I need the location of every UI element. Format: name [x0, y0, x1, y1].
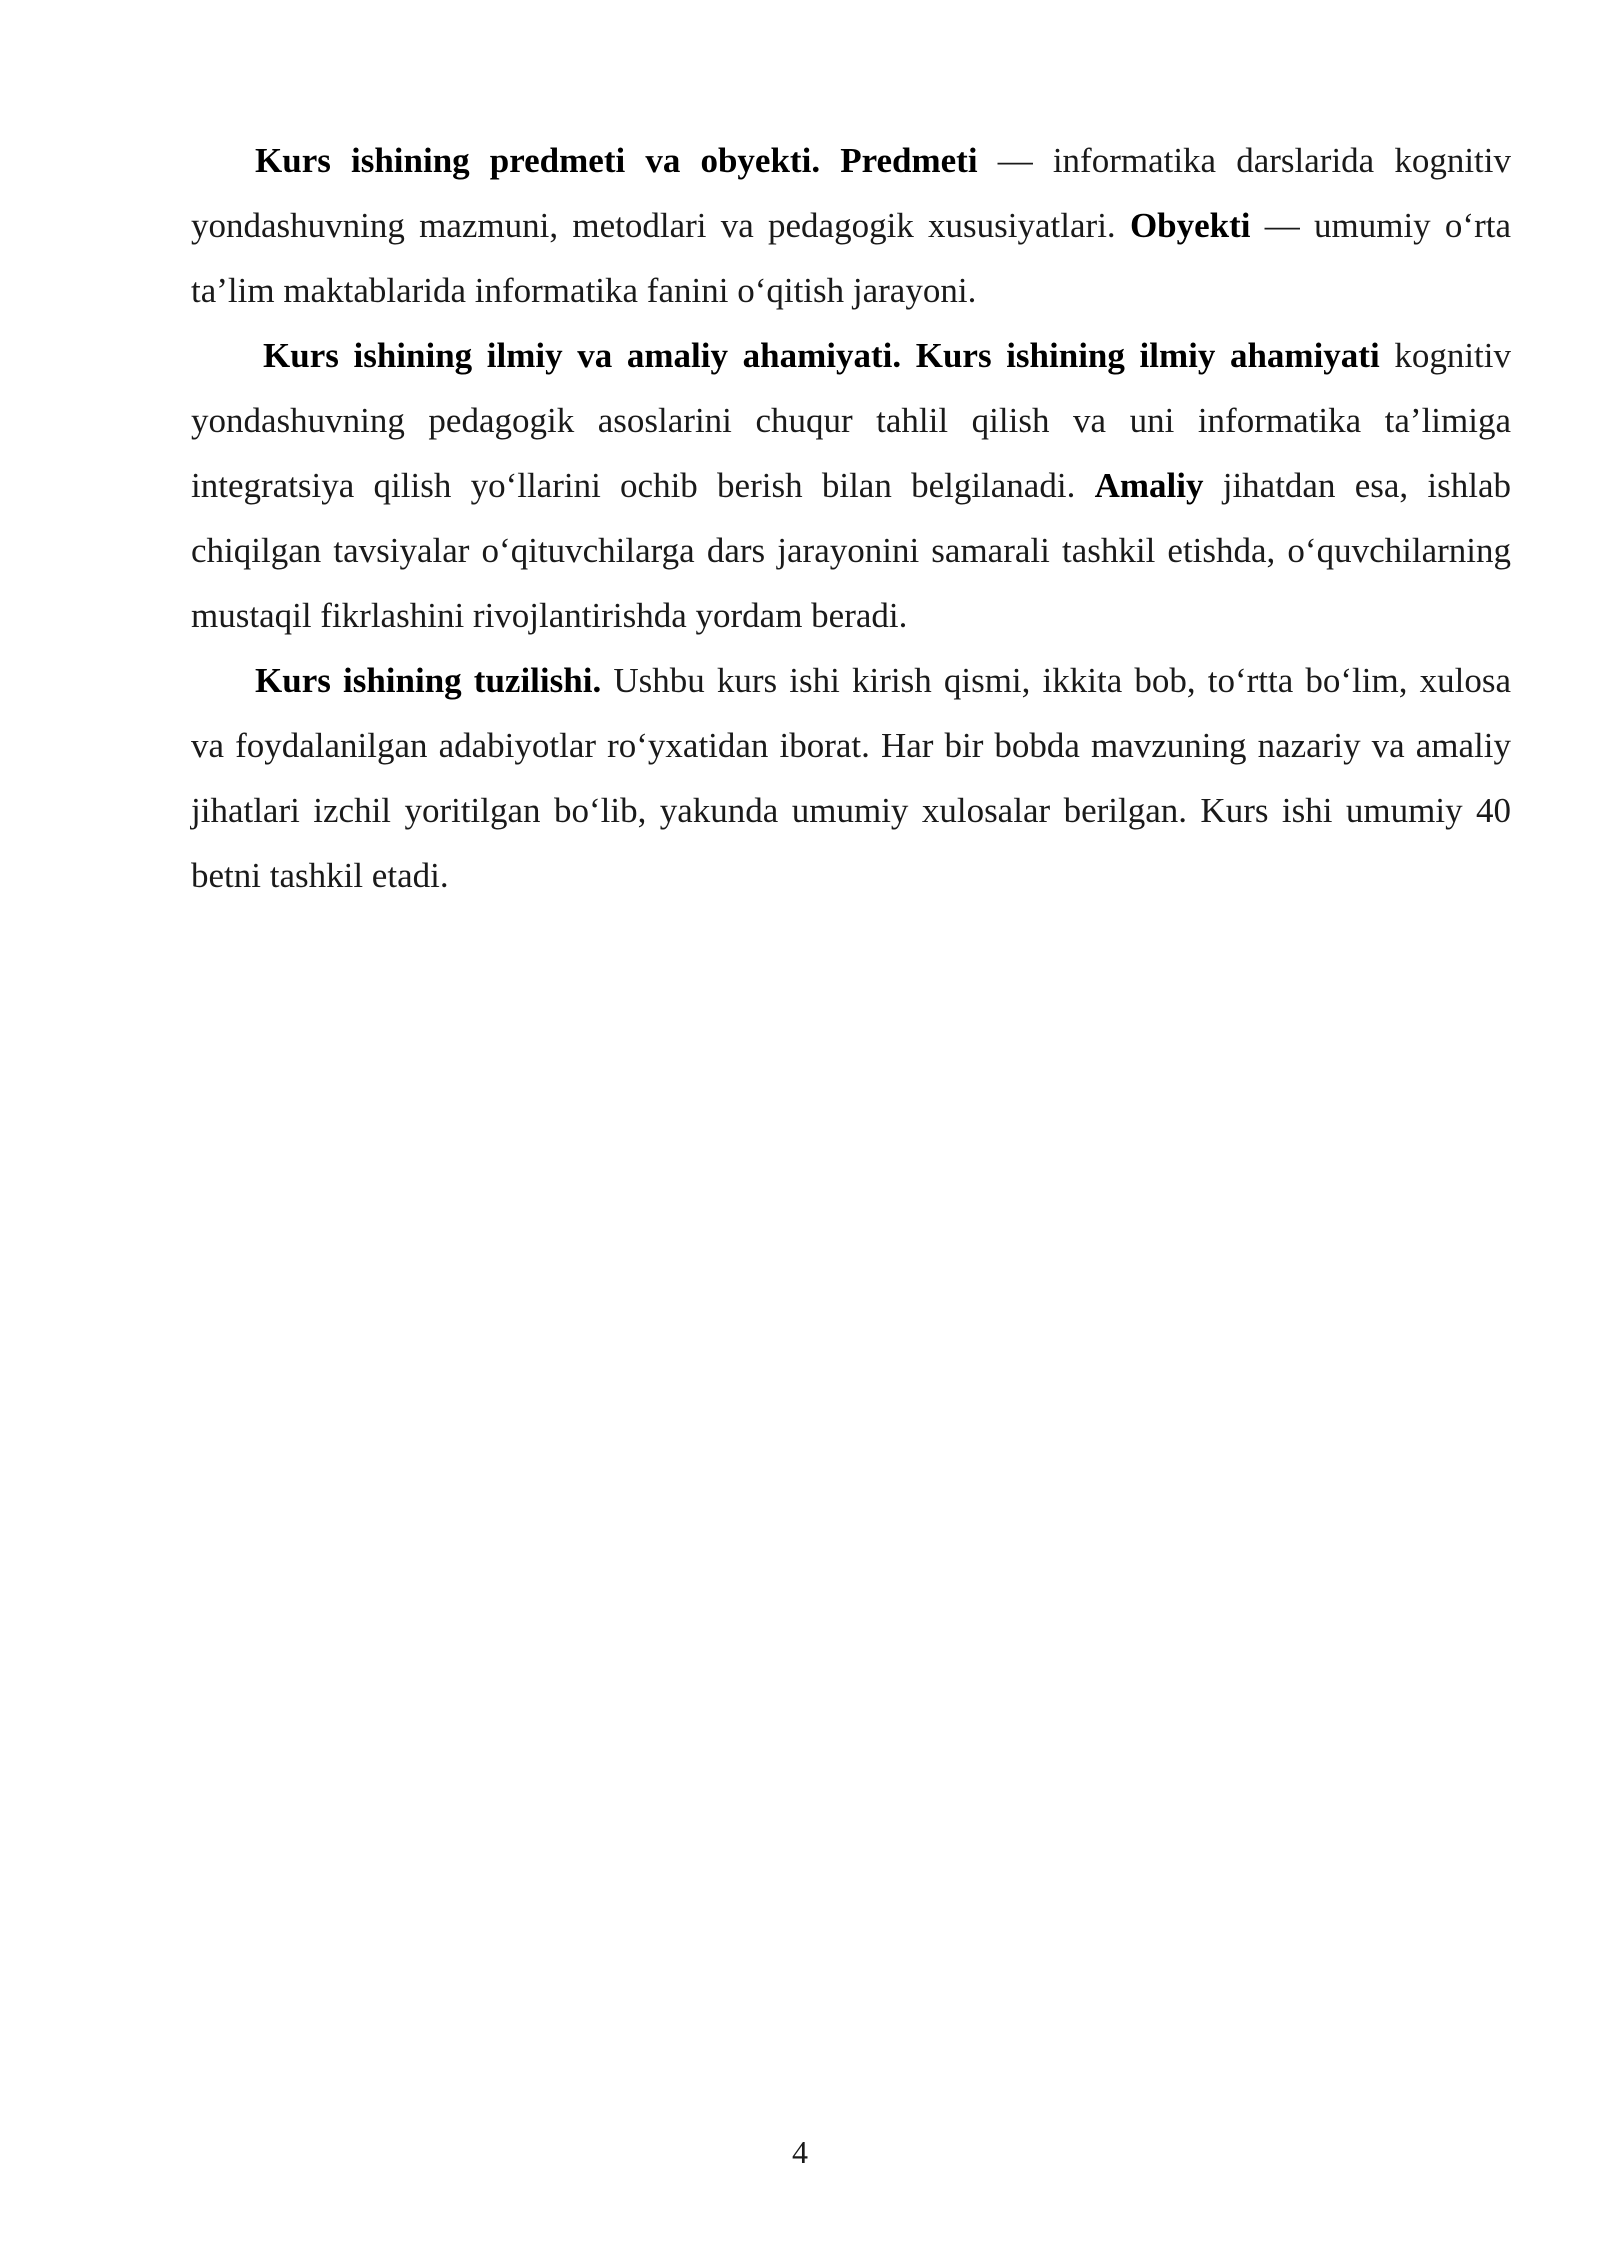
- term-predmeti: Predmeti: [840, 141, 978, 180]
- page-body: [191, 128, 1511, 908]
- paragraph-subject-object: [191, 128, 1511, 323]
- term-obyekti: Obyekti: [1129, 206, 1251, 245]
- heading-structure: Kurs ishining tuzilishi.: [255, 661, 602, 700]
- paragraph-structure: [191, 648, 1511, 908]
- term-scientific-significance: Kurs ishining ilmiy ahamiyati: [915, 336, 1380, 375]
- text-obyekti-definition: — umumiy o‘rta ta’lim maktablarida informatika fanini o‘qitish jarayoni.: [191, 206, 1512, 310]
- heading-significance: Kurs ishining ilmiy va amaliy ahamiyati.: [263, 336, 902, 375]
- term-practical: Amaliy: [1094, 466, 1204, 505]
- page-number: 4: [792, 2134, 808, 2170]
- text-scientific-significance: kognitiv yondashuvning pedagogik asoslarini chuqur tahlil qilish va uni informatika ta’limiga integratsiya qilish yo‘llarini ochib berish bilan belgilanadi.: [191, 336, 1511, 505]
- heading-subject-object: Kurs ishining predmeti va obyekti.: [255, 141, 821, 180]
- text-predmeti-definition: — informatika darslarida kognitiv yondashuvning mazmuni, metodlari va pedagogik xususiyatlari.: [191, 141, 1511, 245]
- paragraph-significance: [191, 323, 1511, 648]
- text-structure: Ushbu kurs ishi kirish qismi, ikkita bob, to‘rtta bo‘lim, xulosa va foydalanilgan adabiyotlar ro‘yxatidan iborat. Har bir bobda mavzuning nazariy va amaliy jihatlari izchil yoritilgan bo‘lib, yakunda umumiy xulosalar berilgan. Kurs ishi umumiy 40 betni tashkil etadi.: [191, 661, 1511, 895]
- text-practical-significance: jihatdan esa, ishlab chiqilgan tavsiyalar o‘qituvchilarga dars jarayonini samarali tashkil etishda, o‘quvchilarning mustaqil fikrlashini rivojlantirishda yordam beradi.: [191, 466, 1511, 635]
